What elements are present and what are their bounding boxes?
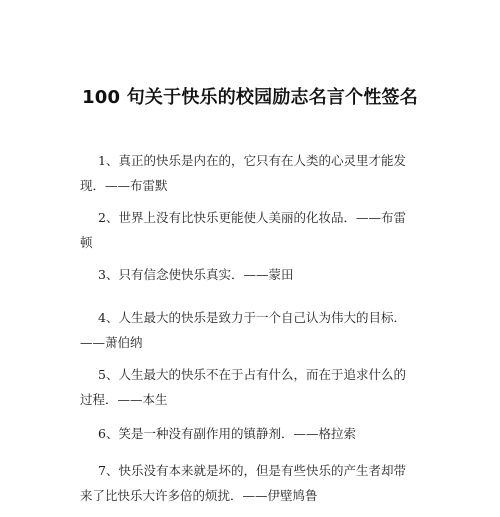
quote-item xyxy=(80,421,425,446)
quote-line: 现．——布雷默 xyxy=(80,178,168,193)
quote-line: 4、人生最大的快乐是致力于一个自己认为伟大的目标． xyxy=(98,310,406,325)
quote-line: 7、快乐没有本来就是坏的，但是有些快乐的产生者却带 xyxy=(98,463,406,478)
quote-item xyxy=(80,205,425,255)
quote-item xyxy=(80,148,425,198)
quote-line: 3、只有信念使快乐真实．——蒙田 xyxy=(98,267,294,282)
quote-line: 6、笑是一种没有副作用的镇静剂．——格拉索 xyxy=(98,426,356,441)
quote-line: 1、真正的快乐是内在的，它只有在人类的心灵里才能发 xyxy=(98,153,406,168)
quote-line: 顿 xyxy=(80,235,93,250)
quote-line: 5、人生最大的快乐不在于占有什么，而在于追求什么的 xyxy=(98,367,406,382)
document-title: 100 句关于快乐的校园励志名言个性签名 xyxy=(82,87,418,108)
quote-item xyxy=(80,362,425,412)
quote-item xyxy=(80,305,425,355)
quote-item xyxy=(80,262,425,287)
quote-line: 过程．——本生 xyxy=(80,392,168,407)
quote-item xyxy=(80,458,425,508)
quote-line: 2、世界上没有比快乐更能使人美丽的化妆品．——布雷 xyxy=(98,210,406,225)
quote-line: ——萧伯纳 xyxy=(80,335,143,350)
quote-line: 来了比快乐大许多倍的烦扰．——伊壁鸠鲁 xyxy=(80,488,318,503)
